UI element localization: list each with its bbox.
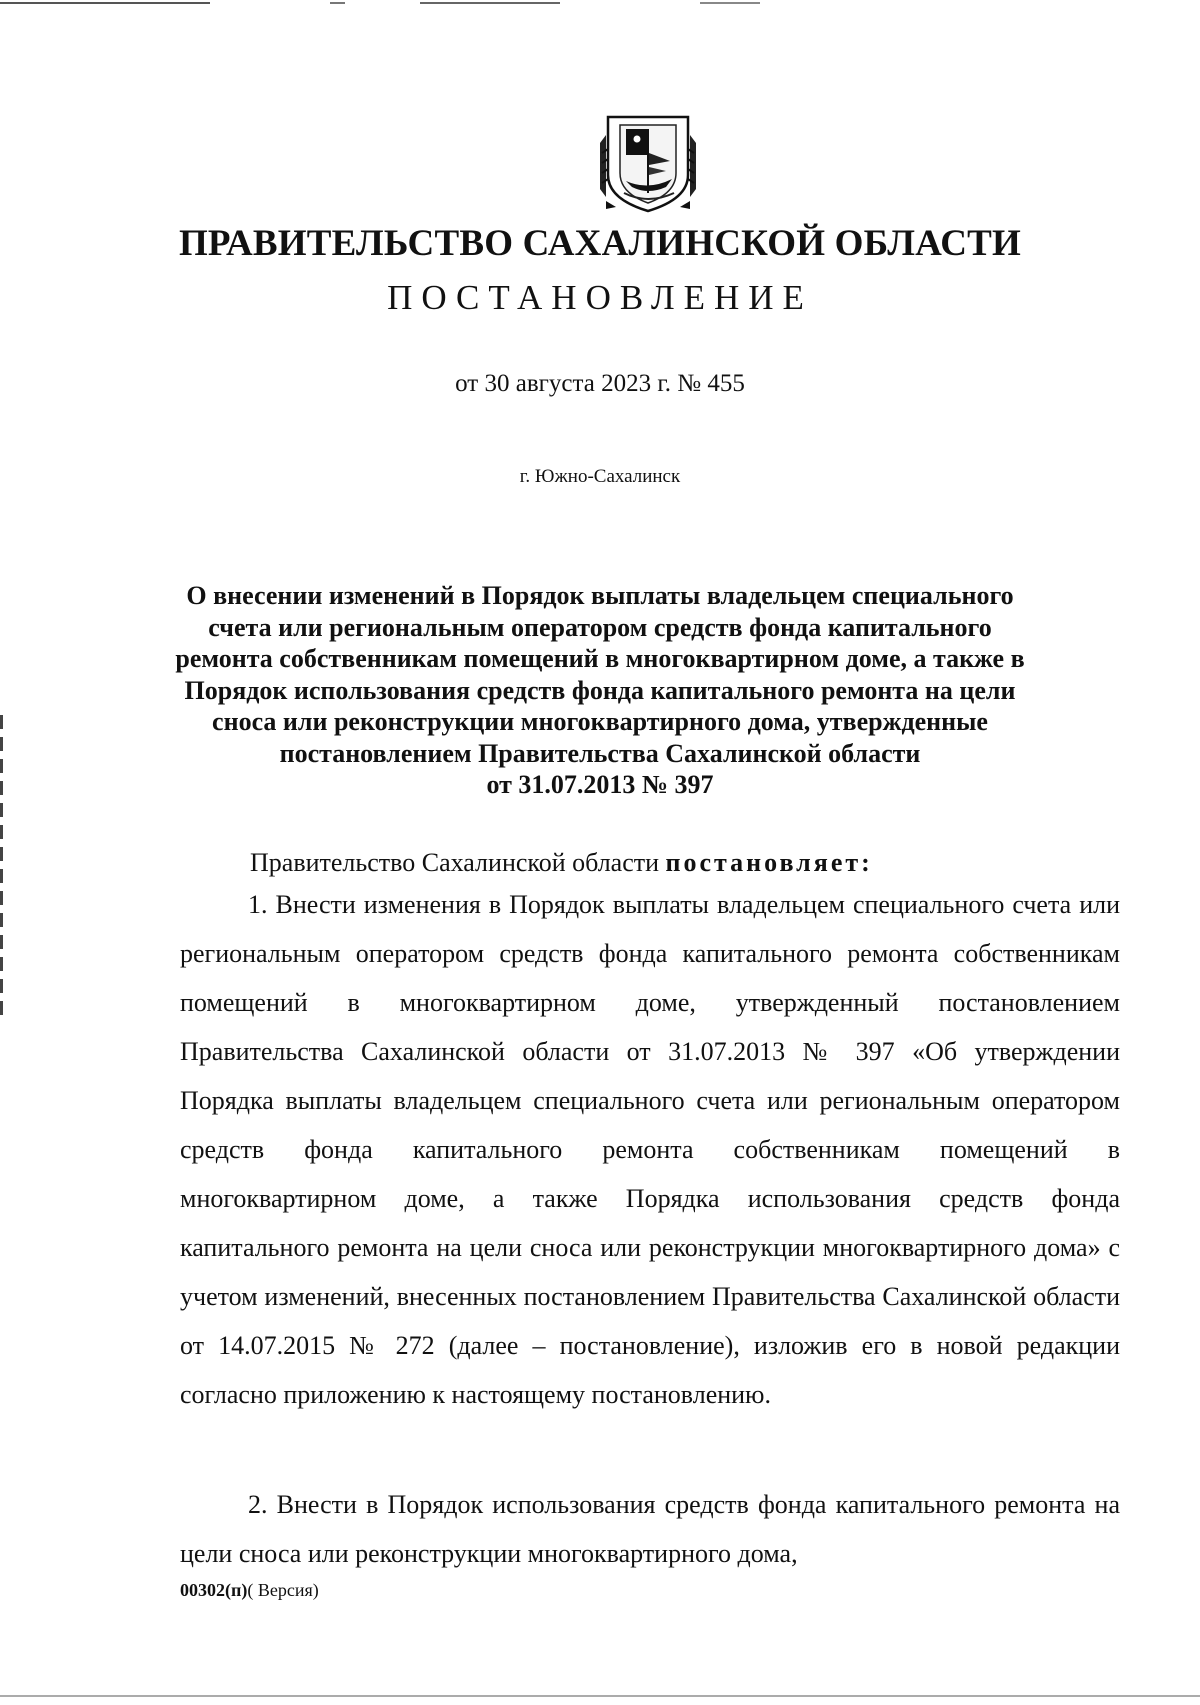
footer-code (180, 1580, 319, 1601)
subject-line: ремонта собственникам помещений в многоквартирном доме, а также в (175, 644, 1025, 673)
preamble (250, 848, 873, 878)
document-city: г. Южно-Сахалинск (519, 466, 681, 487)
scan-artifact-bottom (0, 1695, 1200, 1697)
subject-line: Порядок использования средств фонда капитального ремонта на цели (184, 675, 1016, 705)
preamble-verb: постановляет: (665, 848, 873, 877)
footer-code-number: 00302(п) (180, 1580, 248, 1600)
subject-line: постановлением Правительства Сахалинской области (279, 738, 921, 768)
paragraph-2: 2. Внести в Порядок использования средств фонда капитального ремонта на цели сноса или реконструкции многоквартирного дома, (180, 1490, 1120, 1568)
organization-title: ПРАВИТЕЛЬСТВО САХАЛИНСКОЙ ОБЛАСТИ (178, 223, 1022, 264)
subject-line: счета или региональным оператором средств фонда капитального (208, 612, 992, 642)
scan-artifact-top (0, 2, 1200, 4)
subject-line: от 31.07.2013 № 397 (486, 770, 714, 799)
preamble-lead: Правительство Сахалинской области (250, 848, 666, 877)
document-type: ПОСТАНОВЛЕНИЕ (387, 278, 813, 317)
scan-artifact-left-edge (0, 715, 3, 1015)
subject-line: О внесении изменений в Порядок выплаты владельцем специального (186, 581, 1014, 610)
document-date-number: от 30 августа 2023 г. № 455 (455, 370, 745, 397)
paragraph-1: 1. Внести изменения в Порядок выплаты владельцем специального счета или региональным оператором средств фонда капитального ремонта собственникам помещений в многоквартирном доме, утвержденный постановлением Правительства Сахалинской области от 31.07.2013 № 397 «Об утверждении Порядка выплаты владельцем специального счета или региональным оператором средств фонда капитального ремонта собственникам помещений в многоквартирном доме, а также Порядка использования средств фонда капитального ремонта на цели сноса или реконструкции многоквартирного дома» с учетом изменений, внесенных постановлением Правительства Сахалинской области от 14.07.2015 № 272 (далее – постановление), изложив его в новой редакции согласно приложению к настоящему постановлению. (180, 890, 1120, 1409)
subject-line: сноса или реконструкции многоквартирного дома, утвержденные (212, 707, 988, 736)
sakhalin-coat-of-arms-icon (596, 113, 700, 215)
document-subject (160, 580, 1040, 801)
footer-version: ( Версия) (247, 1580, 319, 1600)
